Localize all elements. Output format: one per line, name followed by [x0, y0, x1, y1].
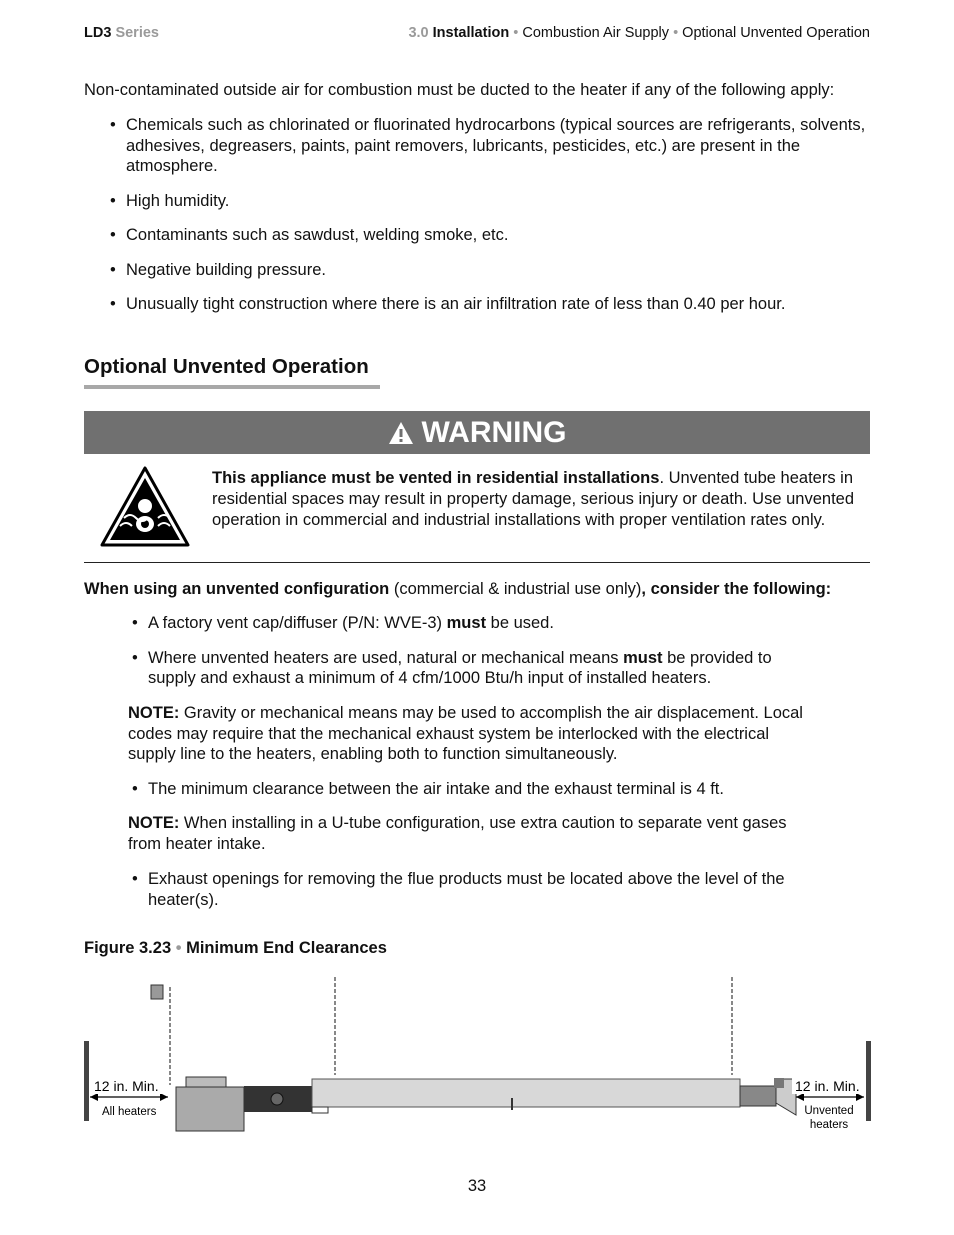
item-text: be used.	[486, 614, 554, 632]
note-label: NOTE:	[128, 814, 180, 832]
left-clearance-note: All heaters	[102, 1106, 157, 1118]
conditions-list	[110, 115, 870, 329]
item-text: be provided to supply and exhaust a minimum of 4 cfm/1000 Btu/h input of installed heaters.	[148, 648, 772, 687]
item-text: A factory vent cap/diffuser (P/N: WVE-3)	[148, 614, 447, 632]
unvented-lead	[84, 579, 874, 600]
list-item: • Chemicals such as chlorinated or fluorinated hydrocarbons (typical sources are refrigerants, solvents, adhesives, degreasers, paints, paint removers, lubricants, pesticides, etc.) are present in the atmosphere.	[110, 115, 870, 177]
radiant-tube	[312, 1079, 740, 1107]
figure-separator: •	[175, 939, 182, 957]
item-text: Where unvented heaters are used, natural or mechanical means	[148, 648, 624, 667]
left-wall	[84, 1041, 89, 1121]
note-label: NOTE:	[128, 704, 180, 722]
exhaust-pipe	[740, 1086, 776, 1106]
list-item: • Contaminants such as sawdust, welding smoke, etc.	[110, 225, 870, 246]
note-text: When installing in a U-tube configuration, use extra caution to separate vent gases from heater intake.	[128, 814, 787, 853]
burner-box	[176, 1087, 244, 1131]
note-1	[128, 703, 818, 765]
tube-coupling	[312, 1107, 328, 1113]
right-clearance-note-2: heaters	[809, 1119, 849, 1131]
warning-body: . Unvented tube heaters in residential spaces may result in property damage, serious injury or death. Use unvented operation in commercial and industrial installations with proper ventilation rates only.	[212, 469, 855, 529]
list-item: • The minimum clearance between the air intake and the exhaust terminal is 4 ft.	[132, 779, 812, 800]
unvented-lead-tail: , consider the following:	[641, 580, 832, 598]
toxic-fumes-hazard-icon	[100, 466, 190, 548]
list-item	[132, 648, 812, 689]
warning-bold: This appliance must be vented in residential installations	[212, 469, 660, 487]
list-item	[132, 613, 812, 634]
minimum-end-clearances-diagram	[84, 975, 874, 1160]
warning-divider	[84, 562, 870, 563]
header-bullet: •	[673, 25, 679, 41]
list-item: • High humidity.	[110, 191, 870, 212]
list-item: • Exhaust openings for removing the flue products must be located above the level of the heater(s).	[132, 869, 812, 910]
right-wall	[866, 1041, 871, 1121]
header-section-number: 3.0	[408, 25, 429, 41]
warning-text	[212, 468, 872, 531]
header-bullet: •	[513, 25, 519, 41]
figure-label: Figure 3.23	[84, 939, 172, 957]
item-emphasis: must	[446, 614, 487, 632]
unvented-lead-normal: (commercial & industrial use only)	[389, 580, 642, 598]
intro-paragraph: Non-contaminated outside air for combustion must be ducted to the heater if any of the following apply:	[84, 81, 835, 99]
header-model: LD3	[84, 25, 112, 41]
unvented-list-3	[132, 869, 812, 924]
header-series	[84, 25, 159, 41]
right-clearance-label: 12 in. Min.	[795, 1078, 860, 1094]
note-2	[128, 813, 818, 854]
warning-triangle-icon	[388, 421, 414, 445]
figure-title: Minimum End Clearances	[186, 939, 387, 957]
ceiling-bracket	[151, 985, 163, 999]
section-title: Optional Unvented Operation	[84, 355, 369, 378]
hanging-chains	[170, 977, 732, 1085]
header-crumb-1: Combustion Air Supply	[522, 25, 670, 41]
sight-glass-icon	[271, 1093, 283, 1105]
header-breadcrumb	[408, 25, 870, 41]
section-underline	[84, 385, 380, 389]
list-item: • Negative building pressure.	[110, 260, 870, 281]
header-series-label: Series	[115, 25, 159, 41]
right-clearance-note-1: Unvented	[804, 1105, 854, 1117]
unvented-lead-bold: When using an unvented configuration	[84, 580, 390, 598]
unvented-list-2	[132, 779, 812, 814]
figure-caption	[84, 939, 387, 958]
unvented-list-1	[132, 613, 812, 703]
warning-label: WARNING	[421, 416, 567, 449]
warning-banner	[84, 411, 870, 454]
left-clearance-label: 12 in. Min.	[94, 1078, 159, 1094]
header-section: Installation	[432, 25, 510, 41]
page-number: 33	[467, 1177, 487, 1195]
list-item: • Unusually tight construction where there is an air infiltration rate of less than 0.40 per hour.	[110, 294, 870, 315]
item-emphasis: must	[623, 648, 663, 667]
header-crumb-2: Optional Unvented Operation	[682, 25, 870, 41]
note-text: Gravity or mechanical means may be used to accomplish the air displacement. Local codes may require that the mechanical exhaust system be interlocked with the electrical supply line to the heaters, enabling both to function simultaneously.	[128, 704, 803, 763]
